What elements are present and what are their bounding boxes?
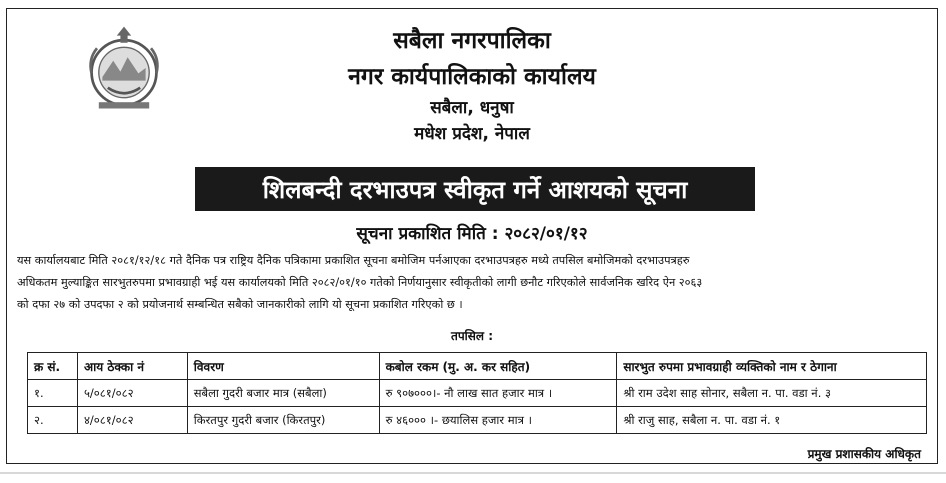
- office-location: सबैला, धनुषा: [430, 98, 514, 118]
- table-row: [28, 380, 927, 407]
- cell-bidder: श्री राम उदेश साह सोनार, सबैला न. पा. वडा नं. ३: [617, 380, 927, 407]
- cell-description: सबैला गुदरी बजार मात्र (सबैला): [187, 380, 379, 407]
- body-line: अधिकतम मुल्याङ्कित सारभुतरुपमा प्रभावग्राही भई यस कार्यालयको मिति २०८२/०१/१० गतेको निर्णयानुसार स्वीकृतीको लागी छनौट गरिएकोले सार्वजनिक खरिद ऐन २०६३: [17, 276, 703, 289]
- body-line: को दफा २७ को उपदफा २ को प्रयोजनार्थ सम्बन्धित सबैको जानकारीको लागि यो सूचना प्रकाशित गरिएको छ ।: [17, 298, 463, 311]
- cell-bid-amount: रु ९०७०००।- नौ लाख सात हजार मात्र ।: [379, 380, 617, 407]
- notice-frame: [6, 8, 938, 464]
- table-header-row: [28, 353, 927, 380]
- cell-contract-no: ४/०८१/०८२: [77, 407, 187, 434]
- cell-description: किरतपुर गुदरी बजार (किरतपुर): [187, 407, 379, 434]
- col-serial: क्र सं.: [28, 353, 78, 380]
- cell-bidder: श्री राजु साह, सबैला न. पा. वडा नं. १: [617, 407, 927, 434]
- office-name: नगर कार्यपालिकाको कार्यालय: [348, 64, 596, 90]
- notice-body: [17, 250, 937, 316]
- municipality-name: सबैला नगरपालिका: [393, 28, 551, 54]
- col-bidder: सारभुत रुपमा प्रभावग्राही व्यक्तिको नाम र ठेगाना: [617, 353, 927, 380]
- col-description: विवरण: [187, 353, 379, 380]
- cell-contract-no: ५/०८१/०८२: [77, 380, 187, 407]
- cell-serial: १.: [28, 380, 78, 407]
- cell-bid-amount: रु ४६००० ।- छयालिस हजार मात्र ।: [379, 407, 617, 434]
- col-contract-no: आय ठेक्का नं: [77, 353, 187, 380]
- contract-table: [27, 352, 927, 434]
- notice-title: शिलबन्दी दरभाउपत्र स्वीकृत गर्ने आशयको सूचना: [195, 167, 755, 211]
- published-date: सूचना प्रकाशित मिति : २०८२/०१/१२: [356, 224, 588, 244]
- col-bid-amount: कबोल रकम (मु. अ. कर सहित): [379, 353, 617, 380]
- table-row: [28, 407, 927, 434]
- signatory-title: प्रमुख प्रशासकीय अधिकृत: [807, 447, 921, 461]
- tapsil-label: तपसिल :: [451, 329, 493, 343]
- body-line: यस कार्यालयबाट मिति २०८१/१२/१८ गते दैनिक पत्र राष्ट्रिय दैनिक पत्रिकामा प्रकाशित सूचना बमोजिम पर्नआएका दरभाउपत्रहरु मध्ये तपसिल बमोजिमको दरभाउपत्रहरु: [17, 254, 690, 267]
- province-country: मधेश प्रदेश, नेपाल: [414, 124, 530, 144]
- page-divider: [0, 472, 946, 474]
- cell-serial: २.: [28, 407, 78, 434]
